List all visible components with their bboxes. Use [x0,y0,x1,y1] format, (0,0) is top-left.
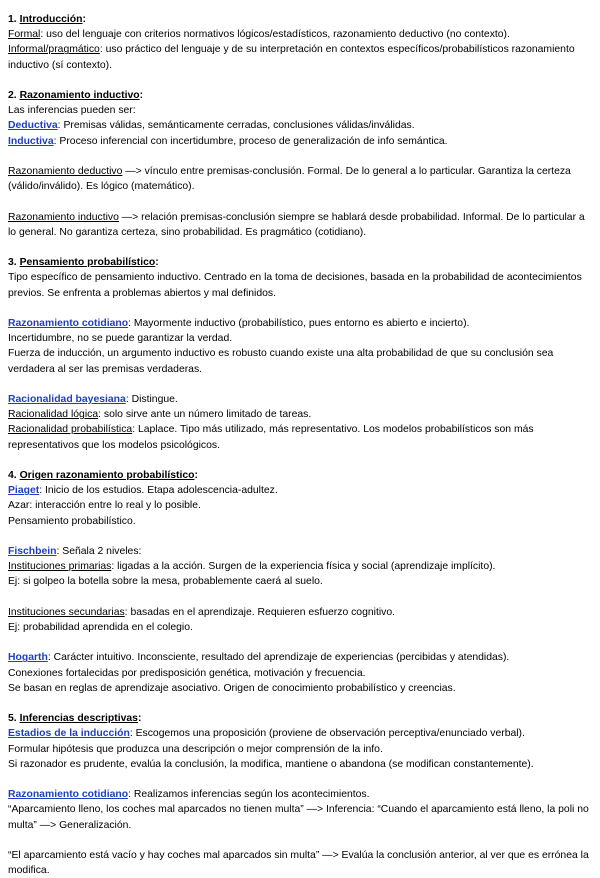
link-razonamiento-cotidiano-2[interactable]: Razonamiento cotidiano [8,789,129,801]
section-origen-razonamiento [8,468,592,696]
example-line: Ej: probabilidad aprendida en el colegio. [8,621,193,633]
link-estadios-induccion[interactable]: Estadios de la inducción [8,728,130,740]
link-racionalidad-bayesiana[interactable]: Racionalidad bayesiana [8,393,126,405]
definition-racionalidad-bayesiana: Racionalidad bayesiana: Distingue. [8,393,178,405]
section-heading: 4. Origen razonamiento probabilístico: [8,469,198,481]
definition-razonamiento-inductivo: Razonamiento inductivo —> relación premisas-conclusión siempre se hablará desde probabilidad. Informal. De lo particular a lo general. No garantiza certeza, sino probabilidad. Es pragmático (cotidiano). [8,211,585,238]
definition-racionalidad-probabilistica: Racionalidad probabilística: Laplace. Tipo más utilizado, más representativo. Los modelos probabilísticos son más representativos que los modelos psicológicos. [8,424,534,451]
definition-formal: Formal: uso del lenguaje con criterios normativos lógicos/estadísticos, razonamiento deductivo (no contexto). [8,29,510,41]
text-line: Si razonador es prudente, evalúa la conclusión, la modifica, mantiene o abandona (se modifican constantemente). [8,758,534,770]
definition-racionalidad-logica: Racionalidad lógica: solo sirve ante un número limitado de tareas. [8,409,312,421]
section-heading: 1. Introducción: [8,14,86,25]
link-razonamiento-cotidiano[interactable]: Razonamiento cotidiano [8,317,129,329]
section-razonamiento-inductivo [8,88,592,240]
definition-inductiva: Inductiva: Proceso inferencial con incertidumbre, proceso de generalización de info semántica. [8,135,448,147]
definition-estadios-induccion: Estadios de la inducción: Escogemos una proposición (proviene de observación perceptiva/enunciado verbal). [8,728,525,740]
definition-informal: Informal/pragmático: uso práctico del lenguaje y de su interpretación en contextos específicos/probabilísticos razonamiento inductivo (sí contexto). [8,44,575,71]
text-line: “El aparcamiento está vacío y hay coches mal aparcados sin multa” —> Evalúa la conclusión anterior, al ver que es errónea la modifica. [8,849,589,877]
link-hogarth[interactable]: Hogarth [8,652,48,664]
definition-razonamiento-cotidiano: Razonamiento cotidiano: Mayormente inductivo (probabilístico, pues entorno es abierto e incierto). [8,317,470,329]
section-heading: 2. Razonamiento inductivo: [8,90,144,101]
definition-piaget: Piaget: Inicio de los estudios. Etapa adolescencia-adultez. [8,485,278,497]
text-line: Fuerza de inducción, un argumento inductivo es robusto cuando existe una alta probabilidad de que su conclusión sea verdadera al ser las premisas verdaderas. [8,348,554,375]
heading-title: Inferencias descriptivas [19,713,138,725]
section-inferencias-descriptivas [8,711,592,878]
text-line: Conexiones fortalecidas por predisposición genética, motivación y frecuencia. [8,667,366,679]
section-pensamiento-probabilistico [8,255,592,453]
heading-title: Pensamiento probabilístico [19,257,156,269]
link-deductiva[interactable]: Deductiva [8,120,58,132]
term-razonamiento-inductivo: Razonamiento inductivo [8,211,119,223]
term-racionalidad-probabilistica: Racionalidad probabilística [8,424,133,436]
link-fischbein[interactable]: Fischbein [8,545,57,557]
heading-title: Razonamiento inductivo [19,90,140,101]
term-formal: Formal [8,29,41,41]
intro-text: Las inferencias pueden ser: [8,105,136,117]
term-instituciones-secundarias: Instituciones secundarias [8,606,125,618]
section-heading: 5. Inferencias descriptivas: [8,713,142,725]
text-line: Se basan en reglas de aprendizaje asociativo. Origen de conocimiento probabilístico y creencias. [8,682,456,694]
definition-fischbein: Fischbein: Señala 2 niveles: [8,545,142,557]
definition-instituciones-primarias: Instituciones primarias: ligadas a la acción. Surgen de la experiencia física y social (aprendizaje implícito). [8,561,496,573]
term-informal: Informal/pragmático [8,44,100,56]
term-instituciones-primarias: Instituciones primarias [8,561,112,573]
example-line: Ej: si golpeo la botella sobre la mesa, probablemente caerá al suelo. [8,576,323,588]
term-racionalidad-logica: Racionalidad lógica [8,409,99,421]
section-heading: 3. Pensamiento probabilístico: [8,257,159,269]
heading-title: Introducción [19,14,83,25]
link-inductiva[interactable]: Inductiva [8,135,54,147]
definition-razonamiento-cotidiano-2: Razonamiento cotidiano: Realizamos inferencias según los acontecimientos. [8,789,370,801]
definition-razonamiento-deductivo: Razonamiento deductivo —> vínculo entre premisas-conclusión. Formal. De lo general a lo particular. Garantiza la certeza (válido/inválido). Es lógico (matemático). [8,166,571,193]
text-line: Pensamiento probabilístico. [8,515,136,527]
intro-text: Tipo específico de pensamiento inductivo. Centrado en la toma de decisiones, basada en la probabilidad de acontecimientos previos. Se enfrenta a problemas abiertos y mal definidos. [8,272,582,299]
term-razonamiento-deductivo: Razonamiento deductivo [8,166,123,177]
text-line: Formular hipótesis que produzca una descripción o mejor comprensión de la info. [8,743,383,755]
heading-title: Origen razonamiento probabilístico [19,469,195,481]
text-line: “Aparcamiento lleno, los coches mal aparcados no tienen multa” —> Inferencia: “Cuando el aparcamiento está lleno, la poli no multa” —> Generalización. [8,804,589,831]
definition-hogarth: Hogarth: Carácter intuitivo. Inconsciente, resultado del aprendizaje de experiencias (percibidas y atendidas). [8,652,510,664]
text-line: Azar: interacción entre lo real y lo posible. [8,500,201,512]
link-piaget[interactable]: Piaget [8,485,40,497]
section-introduccion [8,12,592,73]
definition-instituciones-secundarias: Instituciones secundarias: basadas en el aprendizaje. Requieren esfuerzo cognitivo. [8,606,396,618]
definition-deductiva: Deductiva: Premisas válidas, semánticamente cerradas, conclusiones válidas/inválidas. [8,120,415,132]
text-line: Incertidumbre, no se puede garantizar la verdad. [8,333,233,345]
